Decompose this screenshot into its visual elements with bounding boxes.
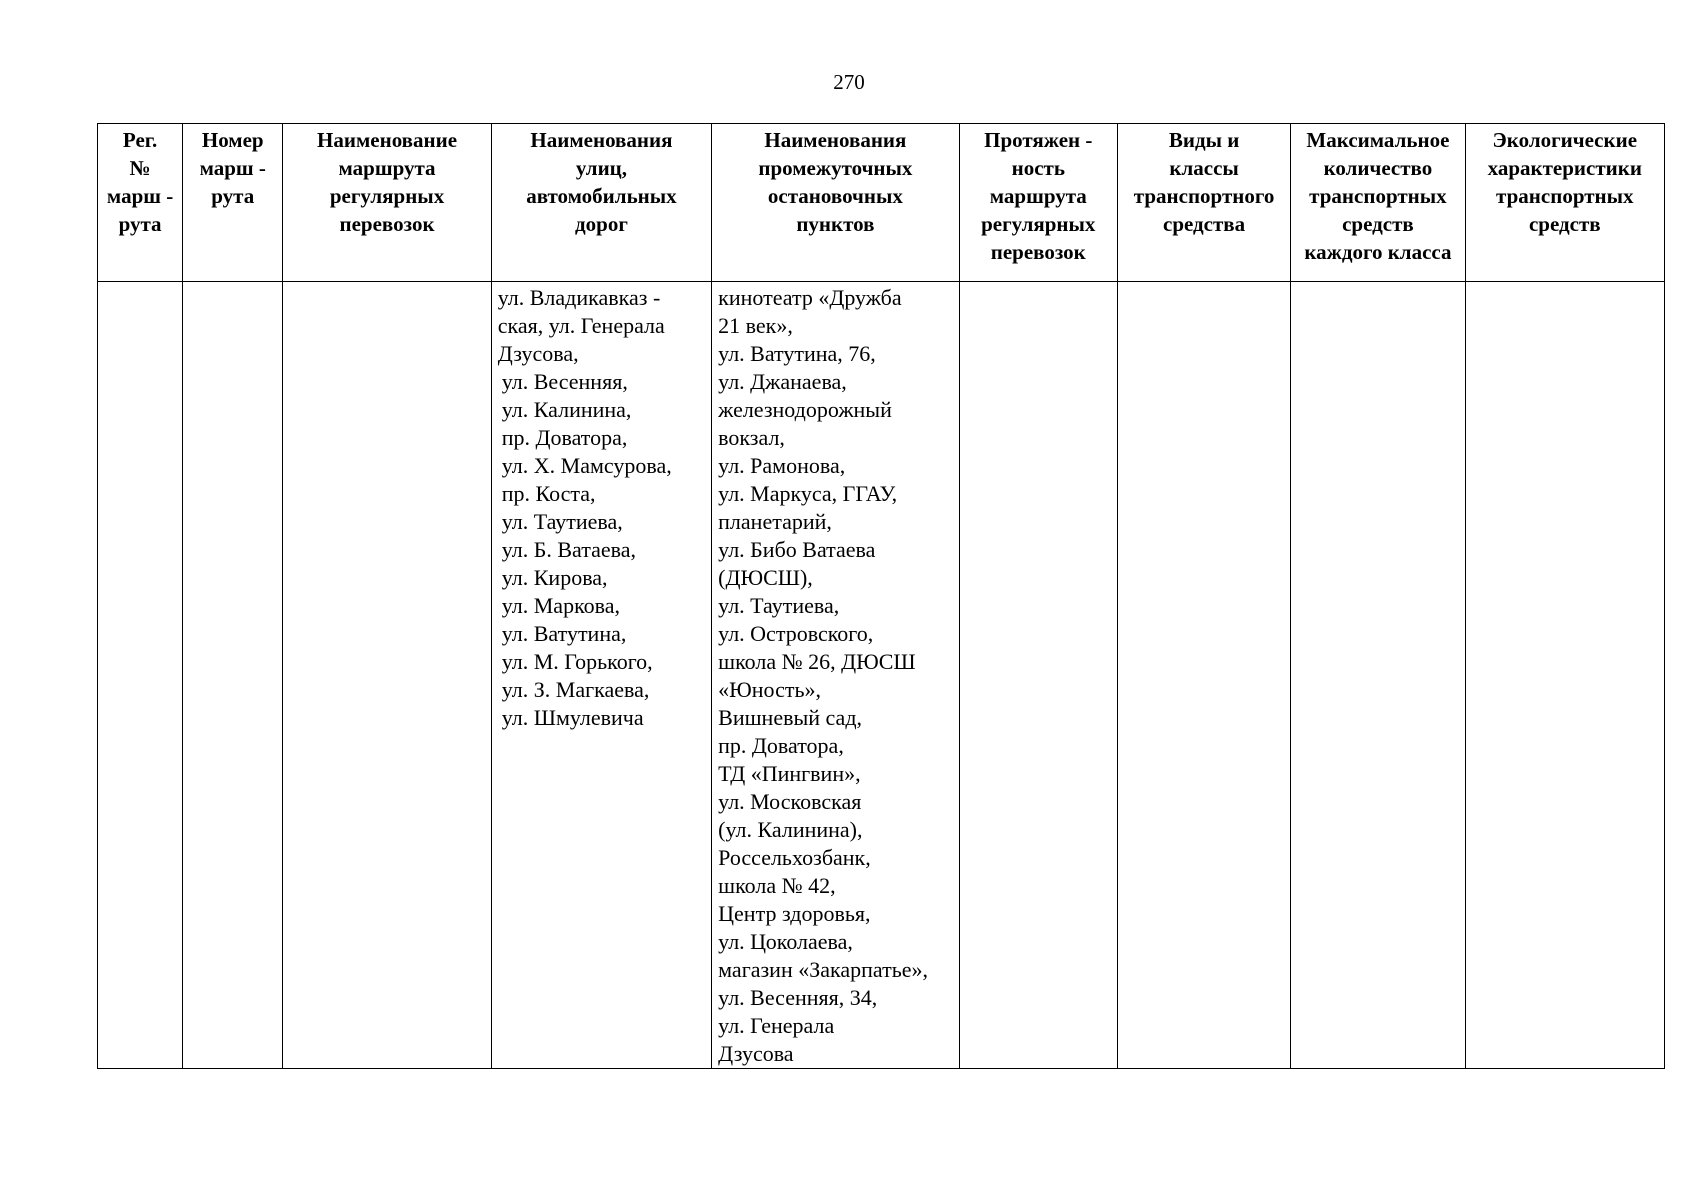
stop-line: ул. Таутиева, bbox=[718, 593, 840, 618]
page-number: 270 bbox=[833, 70, 865, 94]
stop-line: ул. Островского, bbox=[718, 621, 874, 646]
stop-line: пр. Доватора, bbox=[718, 733, 844, 758]
stop-line: магазин «Закарпатье», bbox=[718, 957, 929, 982]
routes-table bbox=[97, 123, 1665, 1069]
cell-reg-number bbox=[98, 282, 183, 1069]
cell-vehicle-types bbox=[1117, 282, 1290, 1069]
header-route-name: Наименование маршрута регулярных перевозок bbox=[283, 124, 491, 282]
header-eco: Экологические характеристики транспортных средств bbox=[1465, 124, 1664, 282]
stop-line: ул. Цоколаева, bbox=[718, 929, 853, 954]
header-route-number: Номер марш - рута bbox=[183, 124, 283, 282]
stop-line: Центр здоровья, bbox=[718, 901, 871, 926]
stop-line: ул. Ватутина, 76, bbox=[718, 341, 876, 366]
header-reg-number: Рег. № марш - рута bbox=[98, 124, 183, 282]
header-max-vehicles: Максимальное количество транспортных средств каждого класса bbox=[1291, 124, 1465, 282]
street-line: ская, ул. Генерала bbox=[497, 313, 665, 338]
cell-streets bbox=[491, 282, 711, 1069]
stop-line: кинотеатр «Дружба bbox=[718, 285, 902, 310]
cell-max-vehicles bbox=[1291, 282, 1465, 1069]
street-line: ул. Владикавказ - bbox=[497, 285, 661, 310]
stop-line: (ДЮСШ), bbox=[718, 565, 813, 590]
cell-length bbox=[959, 282, 1117, 1069]
stop-line: школа № 42, bbox=[718, 873, 836, 898]
header-stops: Наименования промежуточных остановочных пунктов bbox=[712, 124, 959, 282]
header-streets: Наименования улиц, автомобильных дорог bbox=[491, 124, 711, 282]
stop-line: школа № 26, ДЮСШ bbox=[718, 649, 916, 674]
stop-line: ул. Джанаева, bbox=[718, 369, 847, 394]
street-line: ул. М. Горького, bbox=[501, 649, 653, 674]
street-line: ул. Б. Ватаева, bbox=[501, 537, 637, 562]
stop-line: Вишневый сад, bbox=[718, 705, 863, 730]
stop-line: ул. Московская bbox=[718, 789, 862, 814]
street-line: пр. Доватора, bbox=[501, 425, 628, 450]
street-line: ул. З. Магкаева, bbox=[501, 677, 650, 702]
cell-stops bbox=[712, 282, 959, 1069]
stop-line: ул. Маркуса, ГГАУ, bbox=[718, 481, 898, 506]
street-line: ул. Шмулевича bbox=[501, 705, 644, 730]
street-line: ул. Калинина, bbox=[501, 397, 632, 422]
stop-line: Россельхозбанк, bbox=[718, 845, 871, 870]
stop-line: (ул. Калинина), bbox=[718, 817, 863, 842]
stop-line: железнодорожный bbox=[718, 397, 892, 422]
cell-route-name bbox=[283, 282, 491, 1069]
street-line: ул. Маркова, bbox=[501, 593, 621, 618]
stop-line: 21 век», bbox=[718, 313, 793, 338]
stop-line: Дзусова bbox=[718, 1041, 794, 1066]
street-line: пр. Коста, bbox=[501, 481, 596, 506]
header-vehicle-types: Виды и классы транспортного средства bbox=[1117, 124, 1290, 282]
street-line: ул. Х. Мамсурова, bbox=[501, 453, 672, 478]
header-length: Протяжен - ность маршрута регулярных перевозок bbox=[959, 124, 1117, 282]
table-header-row bbox=[98, 124, 1665, 282]
street-line: ул. Кирова, bbox=[501, 565, 608, 590]
table-row bbox=[98, 282, 1665, 1069]
stop-line: вокзал, bbox=[718, 425, 785, 450]
stop-line: ул. Весенняя, 34, bbox=[718, 985, 878, 1010]
street-line: ул. Ватутина, bbox=[501, 621, 627, 646]
stop-line: ул. Генерала bbox=[718, 1013, 835, 1038]
stop-line: ул. Рамонова, bbox=[718, 453, 846, 478]
cell-route-number bbox=[183, 282, 283, 1069]
cell-eco bbox=[1465, 282, 1664, 1069]
street-line: ул. Таутиева, bbox=[501, 509, 623, 534]
stop-line: ул. Бибо Ватаева bbox=[718, 537, 876, 562]
street-line: Дзусова, bbox=[497, 341, 579, 366]
street-line: ул. Весенняя, bbox=[501, 369, 628, 394]
stop-line: планетарий, bbox=[718, 509, 832, 534]
stop-line: «Юность», bbox=[718, 677, 822, 702]
stop-line: ТД «Пингвин», bbox=[718, 761, 861, 786]
